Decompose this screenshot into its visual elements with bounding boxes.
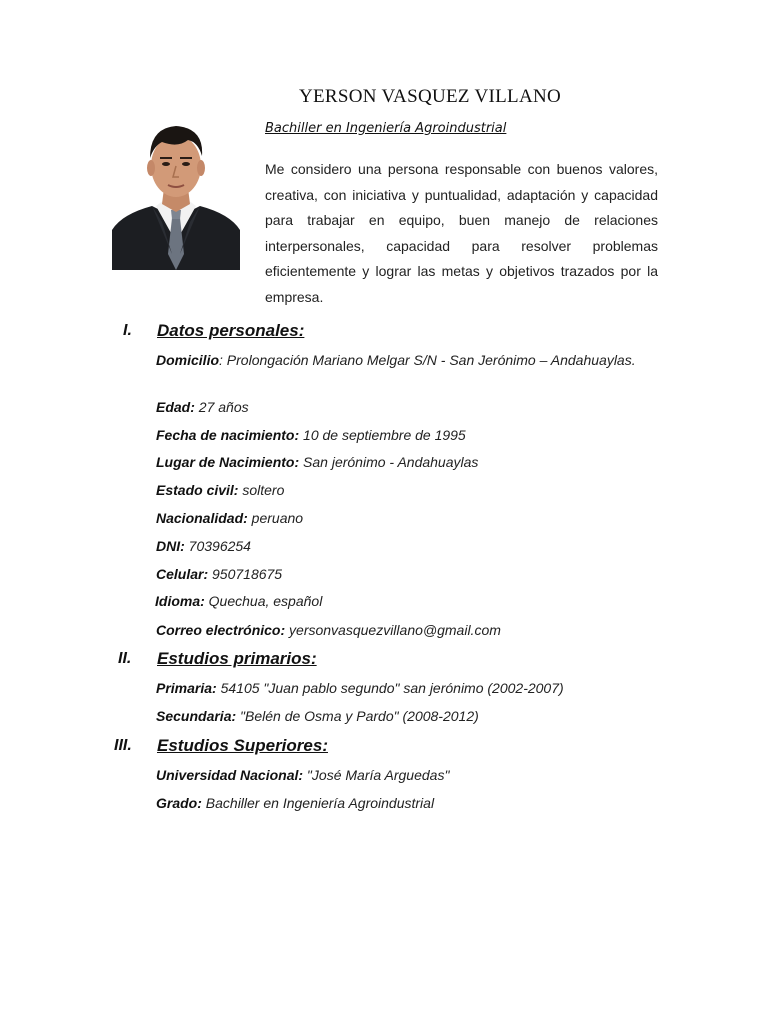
field-label: Celular:: [156, 566, 209, 582]
field-value: 27 años: [194, 399, 249, 415]
field-label: Edad:: [156, 399, 195, 415]
field-label: Lugar de Nacimiento:: [156, 454, 300, 470]
field-nacionalidad: [156, 510, 658, 527]
section-number: II.: [118, 650, 132, 667]
section-title-primary-studies: Estudios primarios:: [157, 649, 317, 668]
field-value: 10 de septiembre de 1995: [299, 427, 466, 443]
field-dni: [156, 538, 658, 555]
field-value: "Belén de Osma y Pardo" (2008-2012): [236, 708, 479, 724]
profile-photo: [112, 122, 240, 270]
field-grado: [156, 795, 658, 812]
field-idioma: [155, 593, 657, 610]
field-label: Secundaria:: [156, 708, 237, 724]
field-domicilio: [156, 352, 658, 369]
field-value: yersonvasquezvillano@gmail.com: [285, 622, 501, 638]
field-secundaria: [156, 708, 658, 725]
field-label: Correo electrónico:: [156, 622, 286, 638]
field-label: Primaria:: [156, 680, 217, 696]
field-universidad: [156, 767, 658, 784]
section-number: III.: [114, 737, 132, 754]
field-lugar-nacimiento: [156, 454, 658, 471]
field-value: 54105 "Juan pablo segundo" san jerónimo (2002-2007): [216, 680, 564, 696]
field-estado-civil: [156, 482, 658, 499]
field-label: Grado:: [156, 795, 202, 811]
field-correo: [156, 622, 658, 639]
field-edad: [156, 399, 658, 416]
field-value: Bachiller en Ingeniería Agroindustrial: [201, 795, 435, 811]
field-label: Estado civil:: [156, 482, 239, 498]
section-title-higher-studies: Estudios Superiores:: [157, 736, 328, 755]
field-label: Domicilio: [156, 352, 220, 368]
field-value: soltero: [238, 482, 285, 498]
field-label: Universidad Nacional:: [156, 767, 304, 783]
field-value: peruano: [247, 510, 304, 526]
section-number: I.: [123, 322, 132, 339]
field-value: 950718675: [208, 566, 283, 582]
field-value: Quechua, español: [204, 593, 323, 609]
field-value: : Prolongación Mariano Melgar S/N - San Jerónimo – Andahuaylas.: [219, 352, 636, 368]
field-label: Idioma:: [155, 593, 205, 609]
field-value: "José María Arguedas": [303, 767, 450, 783]
field-value: San jerónimo - Andahuaylas: [299, 454, 479, 470]
field-fecha-nacimiento: [156, 427, 658, 444]
professional-title: Bachiller en Ingeniería Agroindustrial: [265, 121, 507, 136]
field-celular: [156, 566, 658, 583]
profile-summary: Me considero una persona responsable con buenos valores, creativa, con iniciativa y puntualidad, adaptación y capacidad para trabajar en equipo, buen manejo de relaciones interpersonales, capacidad para resolver problemas eficientemente y lograr las metas y objetivos trazados por la empresa.: [265, 161, 658, 305]
section-title-personal-data: Datos personales:: [157, 321, 305, 340]
field-label: DNI:: [156, 538, 185, 554]
field-label: Fecha de nacimiento:: [156, 427, 300, 443]
field-value: 70396254: [184, 538, 251, 554]
field-label: Nacionalidad:: [156, 510, 248, 526]
candidate-name: YERSON VASQUEZ VILLANO: [298, 86, 562, 107]
field-primaria: [156, 680, 658, 697]
